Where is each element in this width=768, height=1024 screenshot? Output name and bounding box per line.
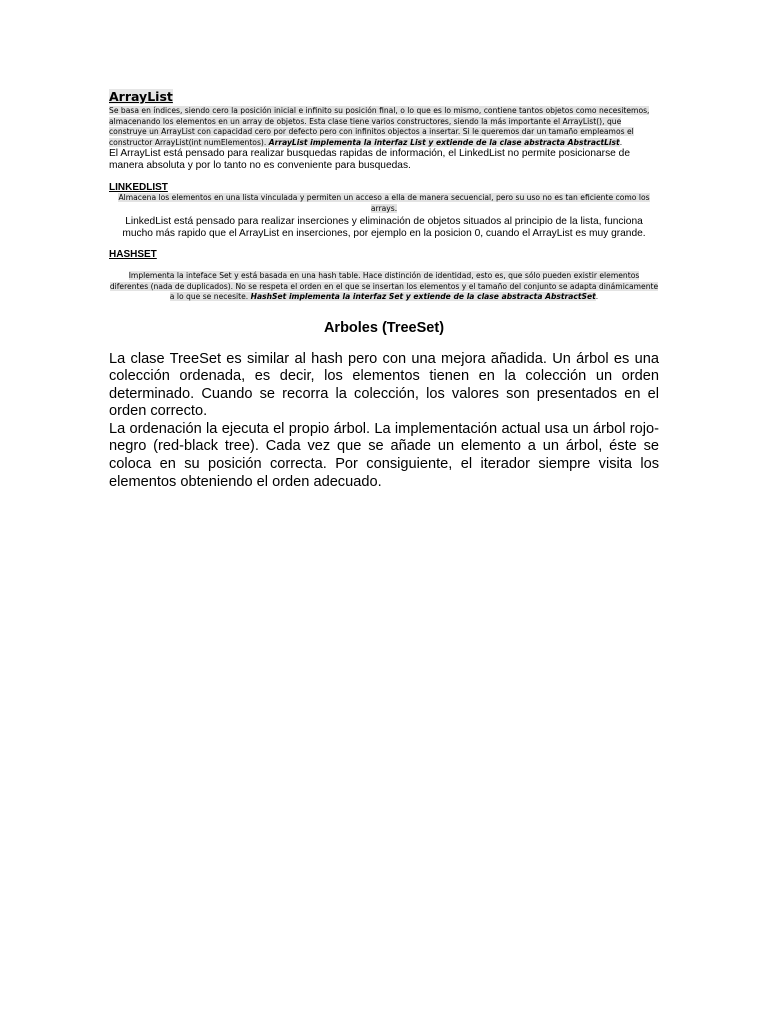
linkedlist-description (109, 193, 659, 214)
arraylist-heading: ArrayList (109, 89, 173, 104)
arraylist-note: El ArrayList está pensado para realizar busquedas rapidas de información, el LinkedList no permite posicionarse de manera absoluta y por lo tanto no es conveniente para busquedas. (109, 148, 630, 171)
arraylist-description-end: . (619, 137, 623, 147)
arraylist-description (109, 106, 659, 148)
linkedlist-heading: LINKEDLIST (109, 182, 168, 193)
treeset-paragraph-2: La ordenación la ejecuta el propio árbol. La implementación actual usa un árbol rojo-negro (red-black tree). Cada vez que se añade un elemento a un árbol, éste se coloca en su posición correcta. Por consiguiente, el iterador siempre visita los elementos obteniendo el orden adecuado. (109, 420, 659, 490)
linkedlist-description-text: Almacena los elementos en una lista vinculada y permiten un acceso a ella de manera secuencial, pero su uso no es tan eficiente como los arrays. (118, 193, 650, 213)
hashset-heading: HASHSET (109, 249, 157, 260)
hashset-description-text: Implementa la inteface Set y está basada en una hash table. Hace distinción de identidad, esto es, que sólo pueden existir elementos diferentes (nada de duplicados). No se respeta el orden en el que se insertan los elementos y el tamaño del conjunto se adapta dinámicamente a lo que se necesite. (109, 271, 659, 301)
treeset-paragraph-1: La clase TreeSet es similar al hash pero con una mejora añadida. Un árbol es una colección ordenada, es decir, los elementos tienen en la colección un orden determinado. Cuando se recorra la colección, los valores son presentados en el orden correcto. (109, 350, 659, 420)
arraylist-description-bold: ArrayList implementa la interfaz List y extiende de la clase abstracta AbstractList (268, 137, 620, 147)
hashset-description (109, 271, 659, 303)
hashset-description-bold: HashSet implementa la interfaz Set y extiende de la clase abstracta AbstractSet (250, 292, 596, 301)
treeset-title: Arboles (TreeSet) (323, 319, 445, 336)
linkedlist-note: LinkedList está pensado para realizar inserciones y eliminación de objetos situados al principio de la lista, funciona mucho más rapido que el ArrayList en inserciones, por ejemplo en la posicion 0, cuando el ArrayList es muy grande. (122, 216, 646, 239)
hashset-description-end: . (595, 292, 599, 301)
arraylist-description-text: Se basa en índices, siendo cero la posición inicial e infinito su posición final, o lo que es lo mismo, contiene tantos objetos como necesitemos, almacenando los elementos en un array de objetos. Esta clase tiene varios constructores, siendo la más importante el ArrayList(), que construye un ArrayList con capacidad cero por defecto pero con infinitos objectos a insertar. Si le queremos dar un tamaño empleamos el constructor ArrayList(int numElementos). (109, 106, 650, 147)
document-page (109, 88, 659, 491)
